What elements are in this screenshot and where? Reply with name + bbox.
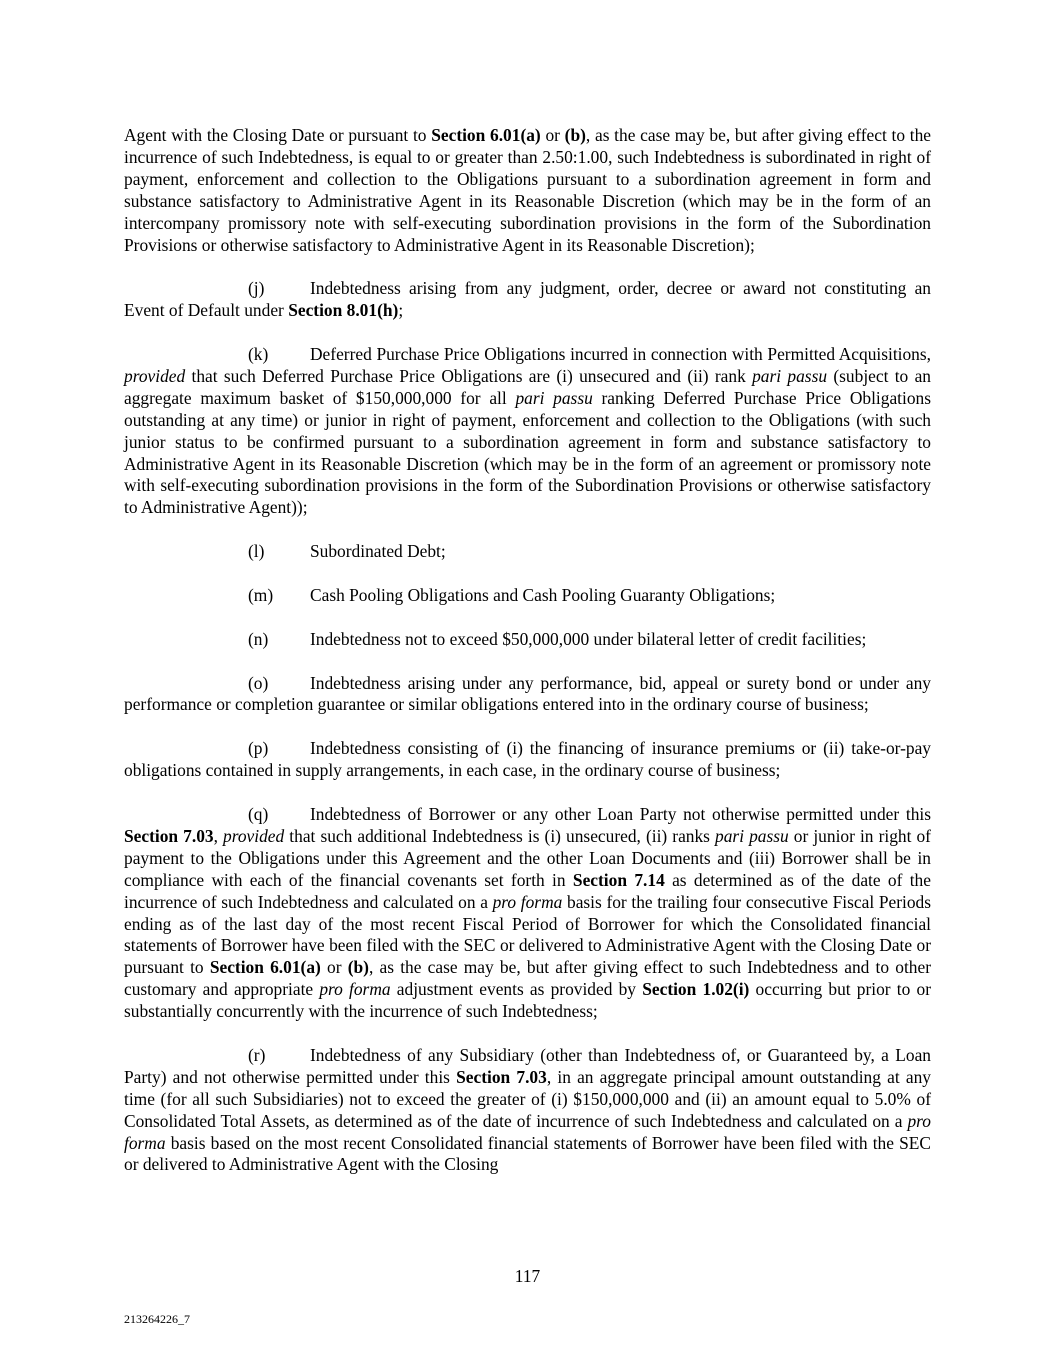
clause-label: (r) — [248, 1044, 266, 1065]
text-run: basis based on the most recent Consolidated financial statements of Borrower have been filed with the SEC or delivered to Administrative Agent with the Closing — [124, 1132, 931, 1175]
italic-term: pari passu — [715, 825, 789, 846]
text-run: that such additional Indebtedness is (i) unsecured, (ii) ranks — [284, 825, 716, 846]
clause-label: (n) — [248, 628, 269, 649]
text-run: adjustment events as provided by — [390, 979, 643, 1000]
text-run: as determined as of the date of the incurrence of such Indebtedness and calculated on a — [124, 869, 931, 912]
section-reference: (b) — [347, 957, 369, 978]
text-run: Subordinated Debt; — [310, 541, 446, 562]
text-run: basis for the trailing four consecutive Fiscal Periods ending as of the last day of the most recent Fiscal Period of Borrower for which the Consolidated financial statements of Borrower have been filed with the SEC or delivered to Administrative Agent with the Closing Date or pursuant to — [124, 891, 931, 978]
clause-l — [248, 541, 931, 563]
section-reference: Section 7.14 — [572, 869, 665, 890]
text-run: , as the case may be, but after giving effect to the incurrence of such Indebtedness, is equal to or greater than 2.50:1.00, such Indebtedness is subordinated in right of payment, enforcement and collection to the Obligations pursuant to a subordination agreement in form and substance satisfactory to Administrative Agent in its Reasonable Discretion (which may be in the form of an intercompany promissory note with self-executing subordination provisions in the form of the Subordination Provisions or otherwise satisfactory to Administrative Agent in its Reasonable Discretion); — [124, 125, 931, 255]
clause-p — [124, 738, 931, 782]
section-reference: Section 7.03 — [456, 1066, 547, 1087]
clause-label: (q) — [248, 803, 269, 824]
section-reference: Section 6.01(a) — [209, 957, 321, 978]
text-run: Indebtedness arising from any judgment, order, decree or award not constituting an Event of Default under — [124, 278, 931, 321]
italic-term: pro forma — [492, 891, 563, 912]
italic-term: provided — [124, 365, 186, 386]
clause-label: (l) — [248, 541, 265, 562]
section-reference: Section 7.03 — [124, 825, 214, 846]
clause-j — [124, 278, 931, 322]
text-run: or — [320, 957, 348, 978]
clause-label: (k) — [248, 344, 269, 365]
text-run: Indebtedness of Borrower or any other Loan Party not otherwise permitted under this — [310, 803, 931, 824]
text-run: , as the case may be, but after giving effect to such Indebtedness and to other customary and appropriate — [124, 957, 931, 1000]
clause-q — [124, 804, 931, 1023]
italic-term: pari passu — [515, 387, 593, 408]
text-run: (subject to an aggregate maximum basket of $150,000,000 for all — [124, 365, 931, 408]
italic-term: pro forma — [319, 979, 391, 1000]
section-reference: Section 1.02(i) — [642, 979, 750, 1000]
clause-n — [248, 629, 931, 651]
clause-label: (p) — [248, 738, 269, 759]
italic-term: pro forma — [124, 1110, 931, 1153]
text-run: or junior in right of payment to the Obligations under this Agreement and the other Loan Documents and (iii) Borrower shall be in compliance with each of the financial covenants set forth in — [124, 825, 931, 890]
page-number: 117 — [514, 1266, 541, 1286]
text-run: that such Deferred Purchase Price Obligations are (i) unsecured and (ii) rank — [185, 365, 753, 386]
continuation-paragraph — [124, 125, 931, 256]
clause-label: (o) — [248, 672, 269, 693]
clause-m — [248, 585, 931, 607]
text-run: , in an aggregate principal amount outstanding at any time (for all such Subsidiaries) not to exceed the greater of (i) $150,000,000 and (ii) an amount equal to 5.0% of Consolidated Total Assets, as determined as of the date of incurrence of such Indebtedness and calculated on a — [124, 1066, 931, 1131]
text-run: Deferred Purchase Price Obligations incurred in connection with Permitted Acquisitions, — [310, 344, 931, 365]
text-run: Indebtedness not to exceed $50,000,000 under bilateral letter of credit facilities; — [310, 628, 867, 649]
clause-label: (m) — [248, 584, 274, 605]
text-run: Indebtedness consisting of (i) the financing of insurance premiums or (ii) take-or-pay obligations contained in supply arrangements, in each case, in the ordinary course of business; — [124, 738, 931, 781]
italic-term: pari passu — [752, 365, 828, 386]
section-reference: (b) — [564, 125, 586, 145]
clause-o — [124, 673, 931, 717]
text-run: Indebtedness arising under any performance, bid, appeal or surety bond or under any performance or completion guarantee or similar obligations entered into in the ordinary course of business; — [124, 672, 931, 715]
clause-k — [124, 344, 931, 519]
document-body — [124, 125, 931, 1198]
clause-r — [124, 1045, 931, 1176]
text-run: or — [540, 125, 565, 145]
text-run: ranking Deferred Purchase Price Obligations outstanding at any time) or junior in right of payment, enforcement and collection to the Obligations (with such junior status to be confirmed pursuant to a subordination agreement in form and substance satisfactory to Administrative Agent in its Reasonable Discretion (which may be in the form of an agreement or promissory note with self-executing subordination provisions in the form of the Subordination Provisions or otherwise satisfactory to Administrative Agent)); — [124, 387, 931, 518]
italic-term: provided — [223, 825, 285, 846]
text-run: Cash Pooling Obligations and Cash Pooling Guaranty Obligations; — [310, 584, 776, 605]
text-run: occurring but prior to or substantially concurrently with the incurrence of such Indebtedness; — [124, 979, 932, 1022]
section-reference: Section 6.01(a) — [431, 125, 541, 145]
text-run: ; — [398, 300, 404, 321]
document-id: 213264226_7 — [124, 1312, 190, 1326]
clause-label: (j) — [248, 278, 265, 299]
text-run: Agent with the Closing Date or pursuant to — [124, 125, 432, 145]
section-reference: Section 8.01(h) — [288, 300, 399, 321]
text-run: , — [213, 825, 224, 846]
text-run: Indebtedness of any Subsidiary (other than Indebtedness of, or Guaranteed by, a Loan Party) and not otherwise permitted under this — [124, 1044, 931, 1087]
